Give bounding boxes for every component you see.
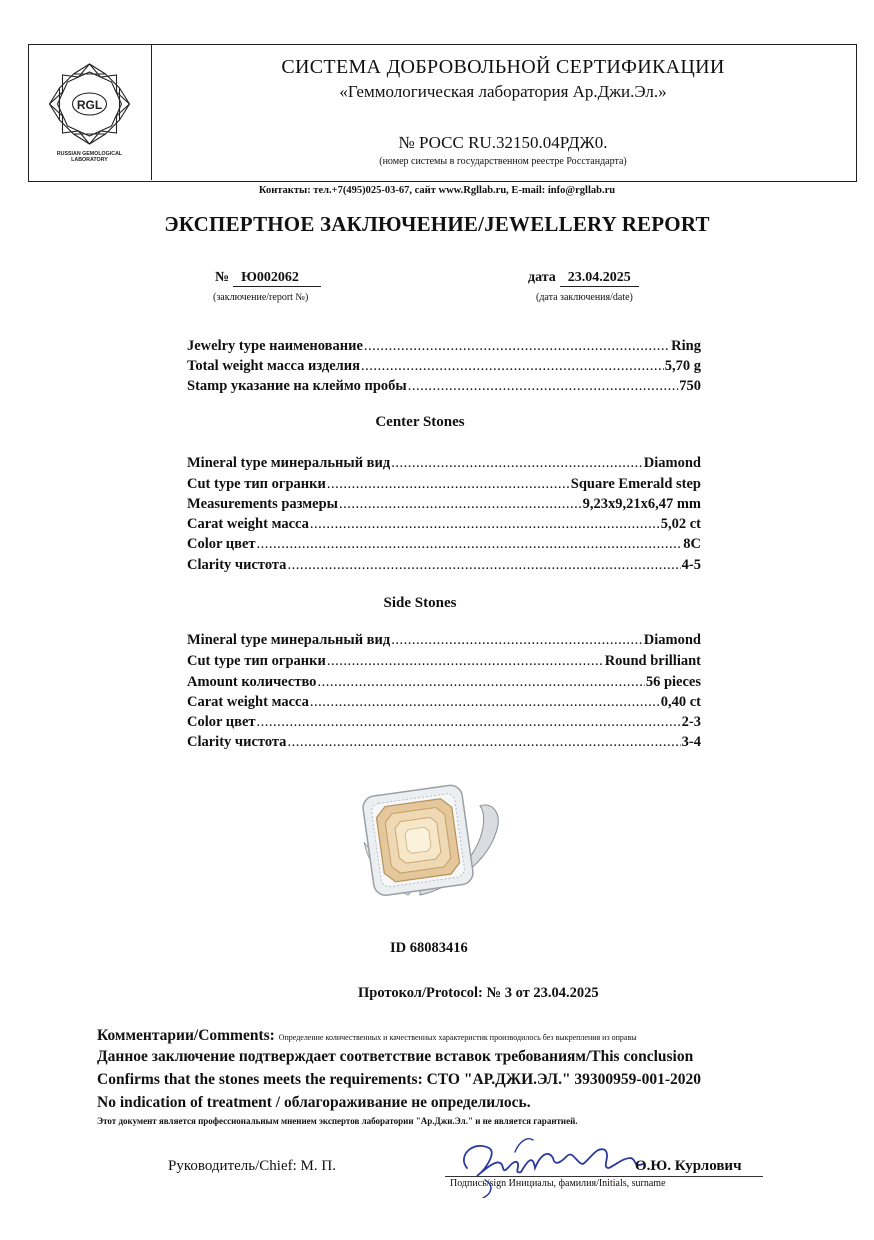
row-label: Clarity чистота xyxy=(187,557,287,573)
side-stone-row xyxy=(187,734,701,751)
row-label: Total weight масса изделия xyxy=(187,358,361,374)
report-date: 23.04.2025 xyxy=(560,270,639,287)
row-label: Carat weight масса xyxy=(187,516,309,532)
row-label: Color цвет xyxy=(187,714,256,730)
report-date-block xyxy=(528,268,639,287)
row-label: Measurements размеры xyxy=(187,496,338,512)
row-label: Cut type тип огранки xyxy=(187,653,326,669)
row-value: 4-5 xyxy=(681,557,701,573)
row-label: Stamp указание на клеймо пробы xyxy=(187,378,407,394)
registration-number: № РОСС RU.32150.04РДЖ0. xyxy=(398,133,608,152)
center-stone-row xyxy=(187,557,701,574)
rgl-logo xyxy=(28,44,151,180)
general-row xyxy=(187,378,701,395)
row-value: 5,70 g xyxy=(664,358,701,374)
report-number-block xyxy=(215,268,321,287)
signer-name: О.Ю. Курлович xyxy=(635,1158,742,1174)
side-stone-row xyxy=(187,694,701,711)
comments-line xyxy=(97,1027,637,1045)
report-number-prefix: № xyxy=(215,270,230,285)
logo-caption-line-1: RUSSIAN GEMOLOGICAL xyxy=(56,151,123,157)
row-value: Round brilliant xyxy=(604,653,701,669)
center-stone-row xyxy=(187,455,701,472)
row-value: 750 xyxy=(679,378,701,394)
side-stone-row xyxy=(187,653,701,670)
lab-name: «Геммологическая лаборатория Ар.Джи.Эл.» xyxy=(339,82,667,101)
row-value: Ring xyxy=(671,338,701,354)
center-stone-row xyxy=(187,476,701,493)
row-value: 0,40 ct xyxy=(660,694,701,710)
id-line: ID 68083416 xyxy=(390,940,468,956)
side-stone-row xyxy=(187,674,701,691)
system-title: СИСТЕМА ДОБРОВОЛЬНОЙ СЕРТИФИКАЦИИ xyxy=(281,56,725,78)
report-date-prefix: дата xyxy=(528,270,556,285)
center-stone-row xyxy=(187,496,701,513)
general-row xyxy=(187,338,701,355)
comments-line-1: Данное заключение подтверждает соответствие вставок требованиям/This conclusion xyxy=(97,1048,694,1065)
comments-line-3: No indication of treatment / облагораживание не определилось. xyxy=(97,1094,531,1111)
protocol-line: Протокол/Protocol: № 3 от 23.04.2025 xyxy=(358,985,599,1001)
comments-note: Определение количественных и качественных характеристик производилось без выкрепления из оправы xyxy=(278,1033,637,1042)
row-value: Diamond xyxy=(643,455,701,471)
row-label: Clarity чистота xyxy=(187,734,287,750)
row-value: 56 pieces xyxy=(645,674,701,690)
signature-line xyxy=(445,1176,763,1177)
chief-label: Руководитель/Chief: М. П. xyxy=(168,1158,336,1174)
row-value: 8C xyxy=(683,536,701,552)
row-value: 2-3 xyxy=(681,714,701,730)
logo-caption-line-2: LABORATORY xyxy=(71,157,108,163)
general-row xyxy=(187,358,701,375)
ring-photo xyxy=(350,770,510,920)
side-stone-row xyxy=(187,632,701,649)
row-label: Mineral type минеральный вид xyxy=(187,632,391,648)
row-value: Diamond xyxy=(643,632,701,648)
row-value: 9,23x9,21x6,47 mm xyxy=(582,496,701,512)
comments-label: Комментарии/Comments: xyxy=(97,1027,275,1044)
contacts-line: Контакты: тел.+7(495)025-03-67, сайт www.Rgllab.ru, E-mail: info@rgllab.ru xyxy=(258,185,616,196)
row-label: Color цвет xyxy=(187,536,256,552)
report-date-caption: (дата заключения/date) xyxy=(536,292,633,303)
comments-line-2: Confirms that the stones meets the requirements: СТО "АР.ДЖИ.ЭЛ." 39300959-001-2020 xyxy=(97,1071,702,1088)
report-number-caption: (заключение/report №) xyxy=(213,292,309,303)
center-stones-title: Center Stones xyxy=(375,414,465,430)
logo-text: RGL xyxy=(76,98,103,112)
row-label: Jewelry type наименование xyxy=(187,338,363,354)
side-stones-title: Side Stones xyxy=(383,595,457,611)
row-label: Cut type тип огранки xyxy=(187,476,326,492)
center-stone-row xyxy=(187,516,701,533)
row-label: Mineral type минеральный вид xyxy=(187,455,391,471)
row-label: Amount количество xyxy=(187,674,317,690)
side-stone-row xyxy=(187,714,701,731)
logo-cell xyxy=(28,44,152,180)
row-value: 5,02 ct xyxy=(660,516,701,532)
report-number: Ю002062 xyxy=(233,270,321,287)
center-stone-row xyxy=(187,536,701,553)
disclaimer: Этот документ является профессиональным мнением экспертов лаборатории "Ар.Джи.Эл." и не является гарантией. xyxy=(97,1116,578,1126)
row-label: Carat weight масса xyxy=(187,694,309,710)
signature-caption: Подпись/sign Инициалы, фамилия/Initials, surname xyxy=(450,1178,666,1189)
report-title: ЭКСПЕРТНОЕ ЗАКЛЮЧЕНИЕ/JEWELLERY REPORT xyxy=(164,212,710,236)
row-value: 3-4 xyxy=(681,734,701,750)
registration-caption: (номер системы в государственном реестре Росстандарта) xyxy=(379,156,627,167)
row-value: Square Emerald step xyxy=(570,476,701,492)
